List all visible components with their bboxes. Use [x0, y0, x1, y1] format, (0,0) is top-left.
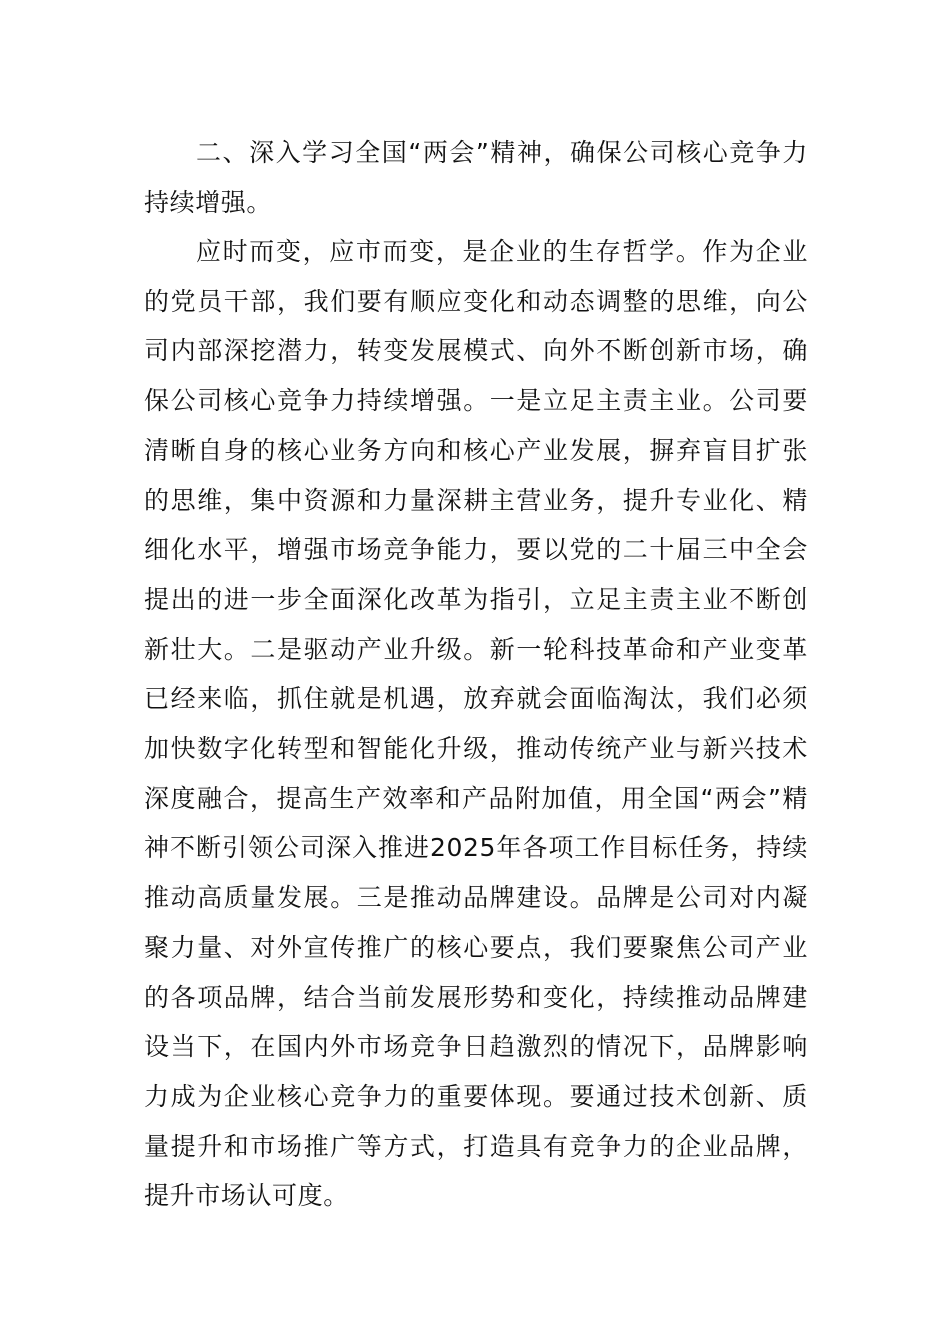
section-heading: 二、深入学习全国“两会”精神，确保公司核心竞争力持续增强。: [144, 138, 808, 217]
section-heading-block: [144, 128, 808, 227]
body-text-block: [144, 227, 808, 1221]
body-paragraph: 应时而变，应市而变，是企业的生存哲学。作为企业的党员干部，我们要有顺应变化和动态调整的思维，向公司内部深挖潜力，转变发展模式、向外不断创新市场，确保公司核心竞争力持续增强。一是立足主责主业。公司要清晰自身的核心业务方向和核心产业发展，摒弃盲目扩张的思维，集中资源和力量深耕主营业务，提升专业化、精细化水平，增强市场竞争能力，要以党的二十届三中全会提出的进一步全面深化改革为指引，立足主责主业不断创新壮大。二是驱动产业升级。新一轮科技革命和产业变革已经来临，抓住就是机遇，放弃就会面临淘汰，我们必须加快数字化转型和智能化升级，推动传统产业与新兴技术深度融合，提高生产效率和产品附加值，用全国“两会”精神不断引领公司深入推进2025年各项工作目标任务，持续推动高质量发展。三是推动品牌建设。品牌是公司对内凝聚力量、对外宣传推广的核心要点，我们要聚焦公司产业的各项品牌，结合当前发展形势和变化，持续推动品牌建设当下，在国内外市场竞争日趋激烈的情况下，品牌影响力成为企业核心竞争力的重要体现。要通过技术创新、质量提升和市场推广等方式，打造具有竞争力的企业品牌，提升市场认可度。: [144, 237, 808, 1211]
